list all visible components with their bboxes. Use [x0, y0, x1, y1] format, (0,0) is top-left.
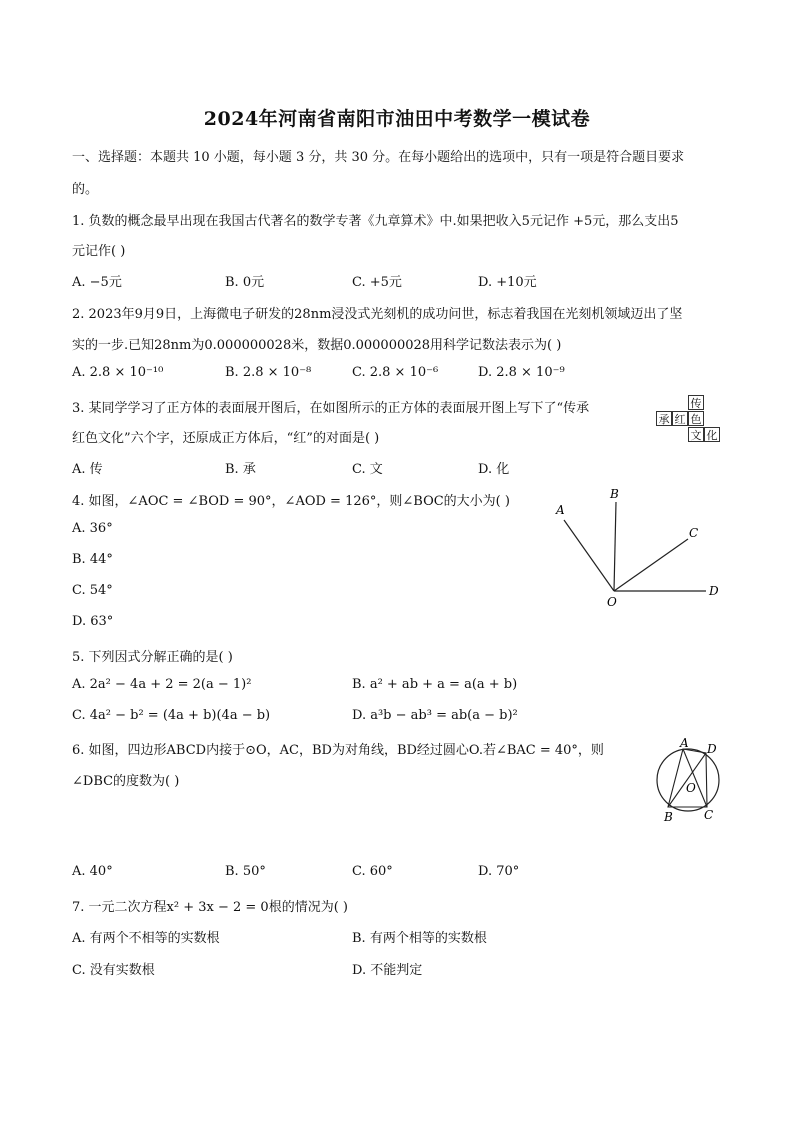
question-2-option-c: C. 2.8 × 10⁻⁶ [352, 365, 439, 380]
question-2-option-d: D. 2.8 × 10⁻⁹ [478, 365, 565, 380]
question-3-line-2: 红色文化”六个字，还原成正方体后，“红”的对面是( ) [72, 431, 380, 446]
label-c: C [704, 808, 714, 822]
label-d: D [709, 584, 719, 598]
question-2-option-a: A. 2.8 × 10⁻¹⁰ [72, 365, 164, 380]
label-d: D [707, 742, 717, 756]
question-4-line-1: 4. 如图，∠AOC = ∠BOD = 90°，∠AOD = 126°，则∠BOC的大小为( ) [72, 494, 510, 509]
question-1-option-c: C. +5元 [352, 275, 402, 290]
question-1-option-a: A. −5元 [72, 275, 122, 290]
label-o: O [607, 595, 617, 609]
ray-ob [614, 502, 616, 591]
question-3-option-a: A. 传 [72, 462, 103, 477]
question-5-option-c: C. 4a² − b² = (4a + b)(4a − b) [72, 708, 271, 723]
question-6-option-a: A. 40° [72, 864, 113, 879]
angle-figure [548, 484, 728, 614]
label-a: A [556, 503, 565, 517]
question-2-line-1: 2. 2023年9月9日，上海微电子研发的28nm浸没式光刻机的成功问世，标志着我国在光刻机领域迈出了坚 [72, 307, 683, 322]
question-7-option-b: B. 有两个相等的实数根 [352, 931, 487, 946]
question-7-option-c: C. 没有实数根 [72, 963, 155, 978]
cube-cell-chuan: 传 [688, 395, 704, 410]
question-4-option-d: D. 63° [72, 614, 114, 629]
question-2-line-2: 实的一步.已知28nm为0.000000028米，数据0.000000028用科学记数法表示为( ) [72, 338, 562, 353]
question-7-option-d: D. 不能判定 [352, 963, 423, 978]
label-b: B [664, 810, 673, 824]
ray-oa [564, 520, 614, 591]
question-7-option-a: A. 有两个不相等的实数根 [72, 931, 220, 946]
cube-cell-hong: 红 [672, 411, 688, 426]
question-3-option-d: D. 化 [478, 462, 510, 477]
question-1-option-d: D. +10元 [478, 275, 537, 290]
label-a: A [680, 736, 689, 750]
page-title: 2024年河南省南阳市油田中考数学一模试卷 [203, 108, 591, 130]
cube-net-figure [654, 395, 722, 445]
question-5-option-b: B. a² + ab + a = a(a + b) [352, 677, 518, 692]
cube-cell-hua: 化 [704, 427, 720, 442]
question-3-option-b: B. 承 [225, 462, 256, 477]
label-b: B [610, 487, 619, 501]
question-4-option-c: C. 54° [72, 583, 113, 598]
question-6-line-1: 6. 如图，四边形ABCD内接于⊙O，AC，BD为对角线，BD经过圆心O.若∠BAC = 40°，则 [72, 743, 604, 758]
question-3-line-1: 3. 某同学学习了正方体的表面展开图后，在如图所示的正方体的表面展开图上写下了“传承 [72, 401, 590, 416]
question-6-option-d: D. 70° [478, 864, 520, 879]
question-7-line-1: 7. 一元二次方程x² + 3x − 2 = 0根的情况为( ) [72, 900, 348, 915]
question-1-line-1: 1. 负数的概念最早出现在我国古代著名的数学专著《九章算术》中.如果把收入5元记作 +5元，那么支出5 [72, 214, 679, 229]
diagonal-ac [683, 749, 707, 807]
question-1-option-b: B. 0元 [225, 275, 265, 290]
label-o: O [686, 781, 696, 795]
question-2-option-b: B. 2.8 × 10⁻⁸ [225, 365, 312, 380]
cube-cell-wen: 文 [688, 427, 704, 442]
inscribed-quadrilateral-figure [650, 735, 730, 825]
question-6-line-2: ∠DBC的度数为( ) [72, 774, 180, 789]
question-4-option-b: B. 44° [72, 552, 113, 567]
label-c: C [689, 526, 699, 540]
cube-cell-se: 色 [688, 411, 704, 426]
section-instruction-line-2: 的。 [72, 182, 99, 197]
ray-oc [614, 539, 688, 591]
question-5-line-1: 5. 下列因式分解正确的是( ) [72, 650, 233, 665]
question-5-option-d: D. a³b − ab³ = ab(a − b)² [352, 708, 518, 723]
question-6-option-b: B. 50° [225, 864, 266, 879]
question-3-option-c: C. 文 [352, 462, 383, 477]
question-4-option-a: A. 36° [72, 521, 113, 536]
question-1-line-2: 元记作( ) [72, 244, 126, 259]
diagonal-bd [668, 753, 706, 807]
question-5-option-a: A. 2a² − 4a + 2 = 2(a − 1)² [72, 677, 252, 692]
question-6-option-c: C. 60° [352, 864, 393, 879]
section-instruction-line-1: 一、选择题：本题共 10 小题，每小题 3 分，共 30 分。在每小题给出的选项中，只有一项是符合题目要求 [72, 150, 685, 165]
cube-cell-cheng: 承 [656, 411, 672, 426]
circle-o [657, 749, 719, 811]
